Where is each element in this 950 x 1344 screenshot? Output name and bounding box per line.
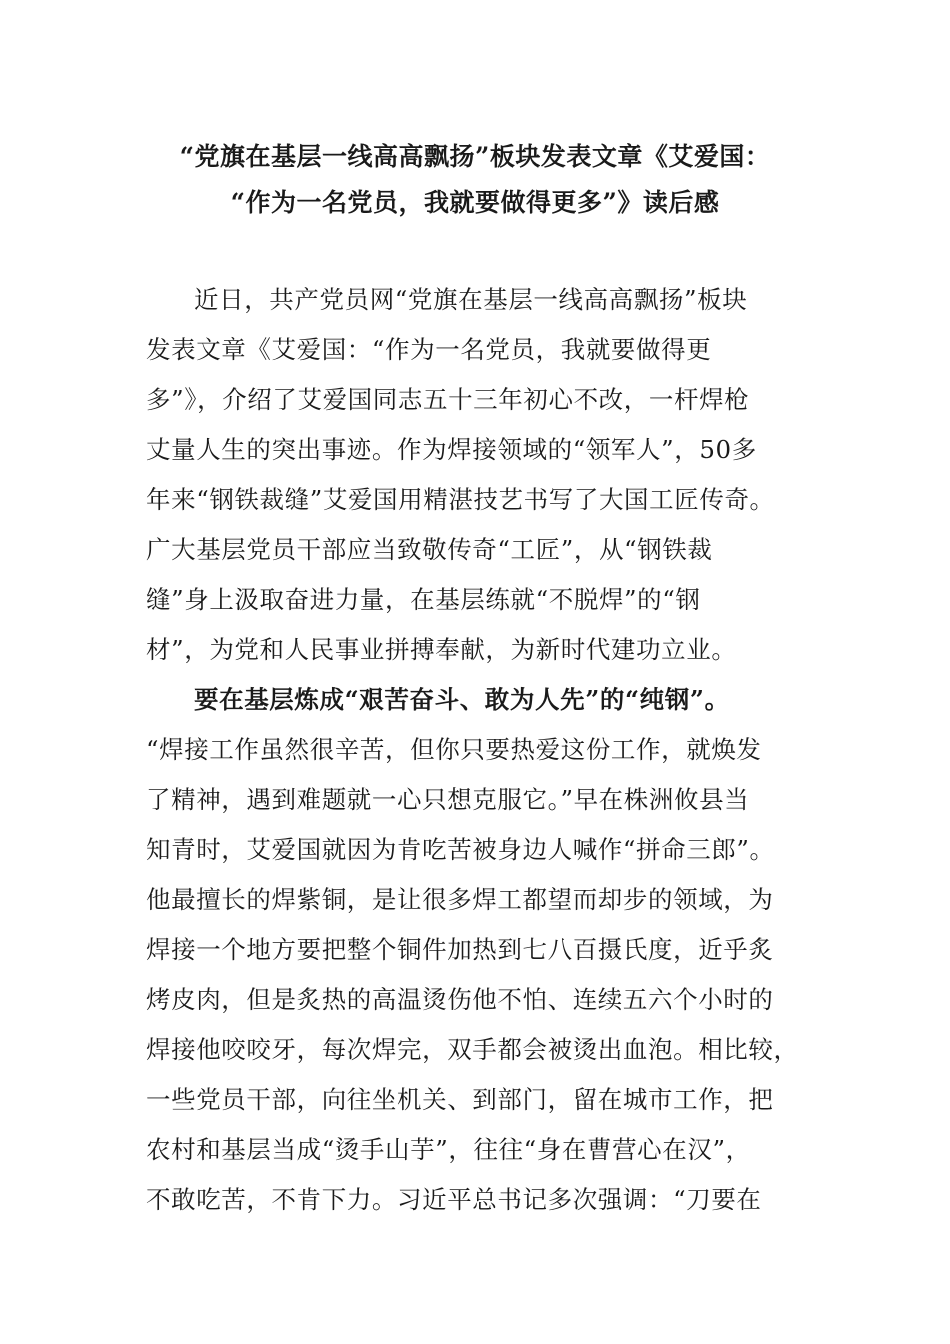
paragraph-1-line-4: 丈量人生的突出事迹。作为焊接领域的“领军人”，50多 <box>146 435 757 464</box>
paragraph-2-line-4: 他最擅长的焊紫铜，是让很多焊工都望而却步的领域，为 <box>146 885 774 914</box>
paragraph-2-line-6: 烤皮肉，但是炙热的高温烫伤他不怕、连续五六个小时的 <box>146 985 774 1014</box>
paragraph-2-line-2: 了精神，遇到难题就一心只想克服它。”早在株洲攸县当 <box>146 785 750 814</box>
paragraph-2-line-10: 不敢吃苦，不肯下力。习近平总书记多次强调：“刀要在 <box>146 1185 762 1214</box>
paragraph-1-line-6: 广大基层党员干部应当致敬传奇“工匠”，从“钢铁裁 <box>146 535 713 564</box>
paragraph-2-line-3: 知青时，艾爱国就因为肯吃苦被身边人喊作“拼命三郎”。 <box>146 835 775 864</box>
paragraph-2-line-1: “焊接工作虽然很辛苦，但你只要热爱这份工作，就焕发 <box>146 735 762 764</box>
paragraph-1-line-2: 发表文章《艾爱国：“作为一名党员，我就要做得更 <box>146 335 712 364</box>
paragraph-1-line-8: 材”，为党和人民事业拼搏奉献，为新时代建功立业。 <box>146 635 737 664</box>
section-heading: 要在基层炼成“艰苦奋斗、敢为人先”的“纯钢”。 <box>194 685 730 714</box>
paragraph-2-line-7: 焊接他咬咬牙，每次焊完，双手都会被烫出血泡。相比较， <box>146 1035 799 1064</box>
paragraph-2-line-9: 农村和基层当成“烫手山芋”，往往“身在曹营心在汉”， <box>146 1135 751 1164</box>
paragraph-2-line-8: 一些党员干部，向往坐机关、到部门，留在城市工作，把 <box>146 1085 774 1114</box>
paragraph-1-line-1: 近日，共产党员网“党旗在基层一线高高飘扬”板块 <box>194 285 748 314</box>
paragraph-1-line-3: 多”》，介绍了艾爱国同志五十三年初心不改，一杆焊枪 <box>146 385 750 414</box>
paragraph-1-line-7: 缝”身上汲取奋进力量，在基层练就“不脱焊”的“钢 <box>146 585 701 614</box>
paragraph-1-line-5: 年来“钢铁裁缝”艾爱国用精湛技艺书写了大国工匠传奇。 <box>146 485 775 514</box>
title-line-1: “党旗在基层一线高高飘扬”板块发表文章《艾爱国： <box>179 142 771 171</box>
paragraph-2-line-5: 焊接一个地方要把整个铜件加热到七八百摄氏度，近乎炙 <box>146 935 774 964</box>
title-line-2: “作为一名党员，我就要做得更多”》读后感 <box>230 188 720 217</box>
